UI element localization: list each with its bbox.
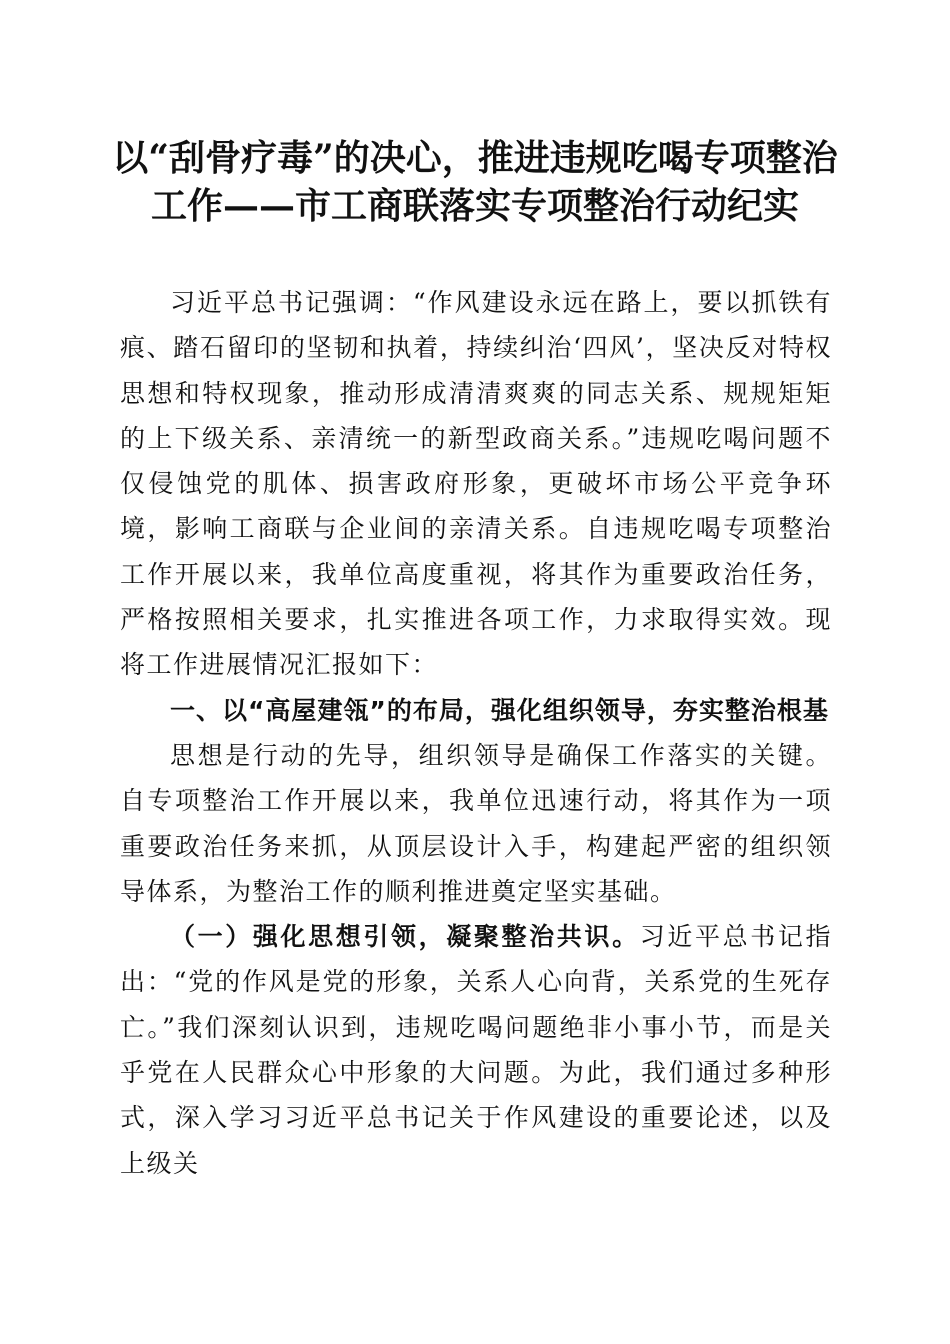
intro-paragraph: 习近平总书记强调：“作风建设永远在路上，要以抓铁有痕、踏石留印的坚韧和执着，持续纠治‘四风’，坚决反对特权思想和特权现象，推动形成清清爽爽的同志关系、规规矩矩的上下级关系、亲清统一的新型政商关系。”违规吃喝问题不仅侵蚀党的肌体、损害政府形象，更破坏市场公平竞争环境，影响工商联与企业间的亲清关系。自违规吃喝专项整治工作开展以来，我单位高度重视，将其作为重要政治任务，严格按照相关要求，扎实推进各项工作，力求取得实效。现将工作进展情况汇报如下： [120, 288, 832, 680]
section-1-paragraph: 思想是行动的先导，组织领导是确保工作落实的关键。自专项整治工作开展以来，我单位迅速行动，将其作为一项重要政治任务来抓，从顶层设计入手，构建起严密的组织领导体系，为整治工作的顺利推进奠定坚实基础。 [120, 740, 832, 906]
document-title: 以“刮骨疗毒”的决心，推进违规吃喝专项整治工作——市工商联落实专项整治行动纪实 [112, 137, 838, 227]
subsection-1-text: 习近平总书记指出：“党的作风是党的形象，关系人心向背，关系党的生死存亡。”我们深刻认识到，违规吃喝问题绝非小事小节，而是关乎党在人民群众心中形象的大问题。为此，我们通过多种形式，深入学习习近平总书记关于作风建设的重要论述，以及上级关 [120, 922, 832, 1178]
document-body [120, 280, 832, 1186]
subsection-1-lead: （一）强化思想引领，凝聚整治共识。 [170, 922, 640, 952]
subsection-1-paragraph [120, 914, 832, 1186]
section-heading-1: 一、以“高屋建瓴”的布局，强化组织领导，夯实整治根基 [170, 695, 829, 725]
